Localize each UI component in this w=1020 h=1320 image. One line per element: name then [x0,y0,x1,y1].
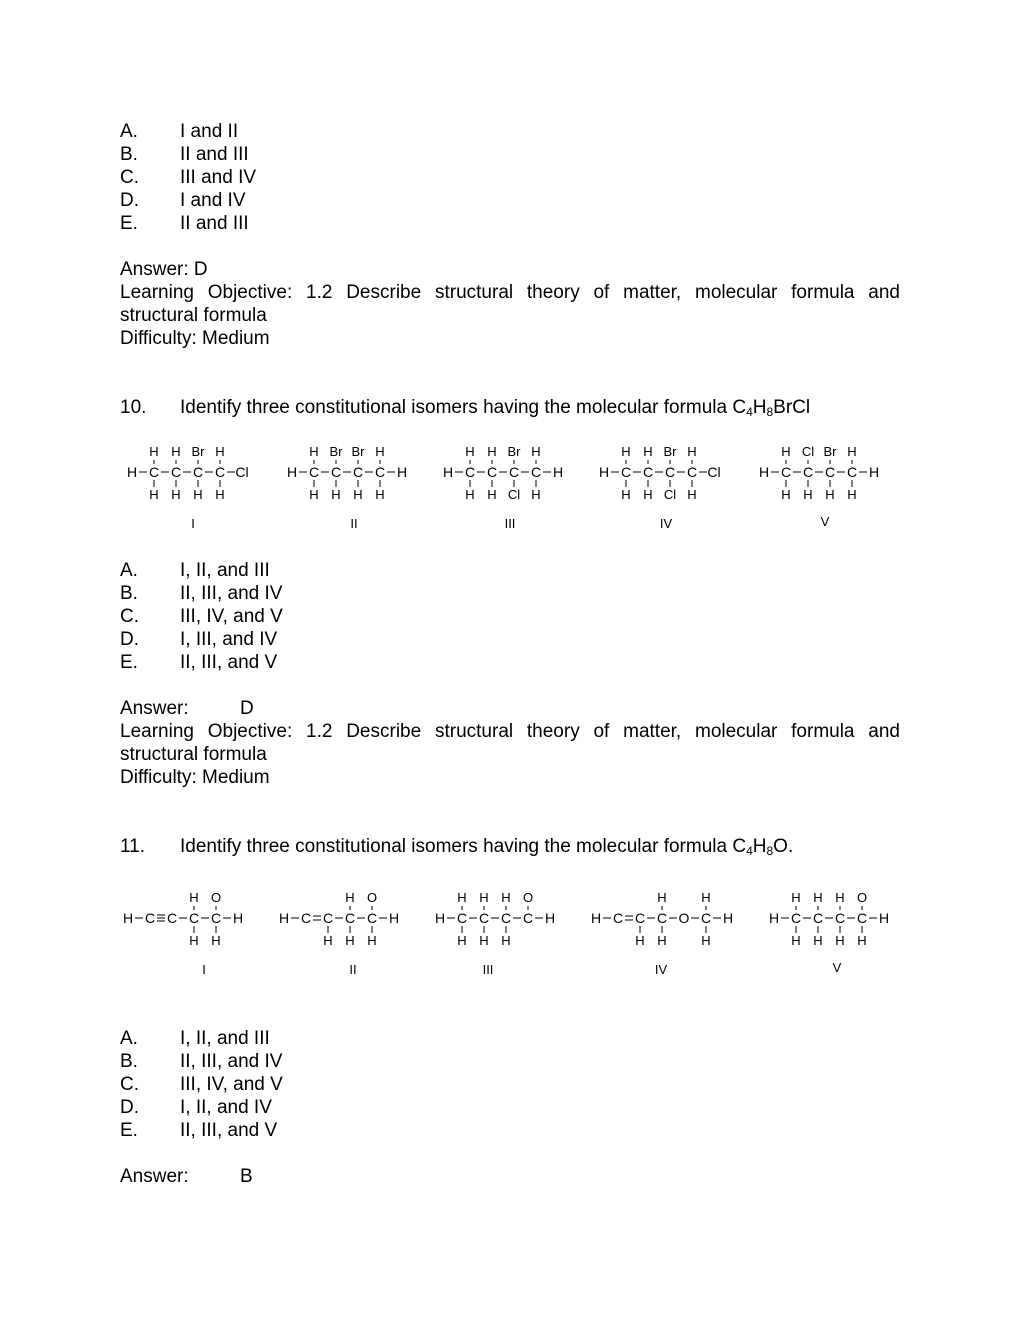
option-e: E. II, III, and V [120,652,278,673]
atom-symbol: C [664,464,676,480]
atom-symbol: O [366,890,378,905]
atom-symbol: H [868,464,880,480]
atom-symbol: C [802,464,814,480]
atom-symbol: C [344,910,356,926]
atom-symbol: H [758,464,770,480]
atom-symbol: H [479,890,489,905]
option-b: B. II, III, and IV [120,583,283,604]
atom-symbol: H [189,933,199,948]
atom-symbol: H [442,464,454,480]
atom-symbol: C [352,464,364,480]
atom-symbol: H [722,910,734,926]
structure-label: V [832,960,842,975]
atom-symbol: H [232,910,244,926]
atom-symbol: H [215,487,225,502]
atom-symbol: C [464,464,476,480]
atom-symbol: H [171,444,181,459]
option-a: A. I, II, and III [120,560,270,581]
atom-symbol: H [621,487,631,502]
option-d: D. I, III, and IV [120,629,278,650]
atom-symbol: C [148,464,160,480]
atom-symbol: C [700,910,712,926]
atom-symbol: C [188,910,200,926]
structural-formula [770,886,970,956]
answer: Answer: B [120,1166,253,1187]
atom-symbol: H [813,890,823,905]
atom-symbol: H [847,444,857,459]
atom-symbol: H [590,910,602,926]
atom-symbol: H [701,890,711,905]
atom-symbol: H [687,487,697,502]
atom-symbol: H [434,910,446,926]
structure-label: III [504,516,516,531]
atom-symbol: C [192,464,204,480]
atom-symbol: C [374,464,386,480]
atom-symbol: C [846,464,858,480]
atom-symbol: H [657,890,667,905]
atom-symbol: C [834,910,846,926]
atom-symbol: H [643,444,653,459]
atom-symbol: H [309,444,319,459]
atom-symbol: O [522,890,534,905]
learning-objective: Learning Objective: 1.2 Describe structural theory of matter, molecular formula and [120,282,900,303]
atom-symbol: C [612,910,624,926]
atom-symbol: H [781,487,791,502]
atom-symbol: H [465,487,475,502]
structure-label: IV [659,516,673,531]
atom-symbol: H [501,890,511,905]
atom-symbol: C [170,464,182,480]
atom-symbol: H [701,933,711,948]
atom-symbol: C [790,910,802,926]
option-b: B. II and III [120,144,249,165]
atom-symbol: C [478,910,490,926]
atom-symbol: C [780,464,792,480]
atom-symbol: H [367,933,377,948]
atom-symbol: H [825,487,835,502]
structural-formula [760,440,960,510]
option-c: C. III and IV [120,167,257,188]
atom-symbol: H [768,910,780,926]
structure-label: I [191,516,195,531]
atom-symbol: C [486,464,498,480]
option-c: C. III, IV, and V [120,1074,283,1095]
difficulty: Difficulty: Medium [120,767,270,788]
atom-symbol: H [598,464,610,480]
structure-label: III [482,962,494,977]
atom-symbol: H [781,444,791,459]
atom-symbol: C [144,910,156,926]
atom-symbol: H [847,487,857,502]
atom-symbol: C [330,464,342,480]
atom-symbol: H [345,890,355,905]
atom-symbol: H [189,890,199,905]
atom-symbol: Br [329,444,343,459]
option-d: D. I and IV [120,190,246,211]
atom-symbol: H [687,444,697,459]
atom-symbol: H [544,910,556,926]
atom-symbol: C [686,464,698,480]
atom-symbol: H [835,890,845,905]
atom-symbol: H [457,890,467,905]
question-number: 10. [120,397,147,418]
atom-symbol: C [642,464,654,480]
atom-symbol: C [856,910,868,926]
atom-symbol: H [857,933,867,948]
option-e: E. II, III, and V [120,1120,278,1141]
atom-symbol: H [635,933,645,948]
atom-symbol: O [210,890,222,905]
question-10: 10. Identify three constitutional isomers having the molecular formula $C_4H_8BrCl$ [120,397,811,419]
atom-symbol: C [300,910,312,926]
atom-symbol: O [856,890,868,905]
structure-label: I [202,962,206,977]
atom-symbol: H [791,933,801,948]
atom-symbol: H [375,487,385,502]
option-c: C. III, IV, and V [120,606,283,627]
atom-symbol: H [278,910,290,926]
atom-symbol: H [215,444,225,459]
atom-symbol: C [620,464,632,480]
atom-symbol: C [308,464,320,480]
atom-symbol: H [813,933,823,948]
atom-symbol: H [531,444,541,459]
atom-symbol: H [309,487,319,502]
atom-symbol: Cl [507,487,521,502]
atom-symbol: Br [663,444,677,459]
atom-symbol: C [530,464,542,480]
atom-symbol: H [331,487,341,502]
atom-symbol: H [323,933,333,948]
atom-symbol: C [812,910,824,926]
atom-symbol: H [122,910,134,926]
atom-symbol: Br [507,444,521,459]
atom-symbol: H [211,933,221,948]
atom-symbol: Br [191,444,205,459]
atom-symbol: Cl [801,444,815,459]
atom-symbol: H [501,933,511,948]
atom-symbol: H [345,933,355,948]
atom-symbol: H [193,487,203,502]
atom-symbol: H [531,487,541,502]
structure-label: IV [654,962,668,977]
atom-symbol: C [824,464,836,480]
answer: Answer: D [120,698,254,719]
atom-symbol: C [214,464,226,480]
option-b: B. II, III, and IV [120,1051,283,1072]
atom-symbol: H [171,487,181,502]
atom-symbol: Cl [663,487,677,502]
atom-symbol: Cl [707,464,721,480]
option-e: E. II and III [120,213,249,234]
atom-symbol: H [487,444,497,459]
atom-symbol: H [149,487,159,502]
atom-symbol: H [835,933,845,948]
atom-symbol: H [396,464,408,480]
option-d: D. I, II, and IV [120,1097,272,1118]
atom-symbol: C [634,910,646,926]
atom-symbol: H [487,487,497,502]
option-a: A. I and II [120,121,239,142]
atom-symbol: C [656,910,668,926]
atom-symbol: H [353,487,363,502]
structural-formula [592,886,792,956]
atom-symbol: O [678,910,690,926]
atom-symbol: C [210,910,222,926]
atom-symbol: H [643,487,653,502]
structure-label: II [349,962,357,977]
answer: Answer: D [120,259,208,280]
atom-symbol: H [375,444,385,459]
atom-symbol: H [126,464,138,480]
atom-symbol: H [479,933,489,948]
atom-symbol: H [878,910,890,926]
option-a: A. I, II, and III [120,1028,270,1049]
atom-symbol: H [457,933,467,948]
atom-symbol: H [149,444,159,459]
question-11: 11. Identify three constitutional isomers having the molecular formula $C_4H_8O$. [120,836,794,858]
atom-symbol: H [621,444,631,459]
atom-symbol: H [791,890,801,905]
atom-symbol: H [388,910,400,926]
atom-symbol: Br [351,444,365,459]
atom-symbol: Cl [235,464,249,480]
atom-symbol: H [465,444,475,459]
learning-objective-cont: structural formula [120,744,267,765]
atom-symbol: Br [823,444,837,459]
atom-symbol: C [522,910,534,926]
atom-symbol: C [508,464,520,480]
structure-label: II [350,516,358,531]
atom-symbol: C [166,910,178,926]
atom-symbol: H [657,933,667,948]
atom-symbol: H [803,487,813,502]
question-number: 11. [120,836,146,857]
learning-objective-cont: structural formula [120,305,267,326]
atom-symbol: C [456,910,468,926]
structure-label: V [820,514,830,529]
atom-symbol: H [286,464,298,480]
atom-symbol: C [322,910,334,926]
learning-objective: Learning Objective: 1.2 Describe structural theory of matter, molecular formula and [120,721,900,742]
difficulty: Difficulty: Medium [120,328,270,349]
atom-symbol: C [366,910,378,926]
atom-symbol: C [500,910,512,926]
atom-symbol: H [552,464,564,480]
